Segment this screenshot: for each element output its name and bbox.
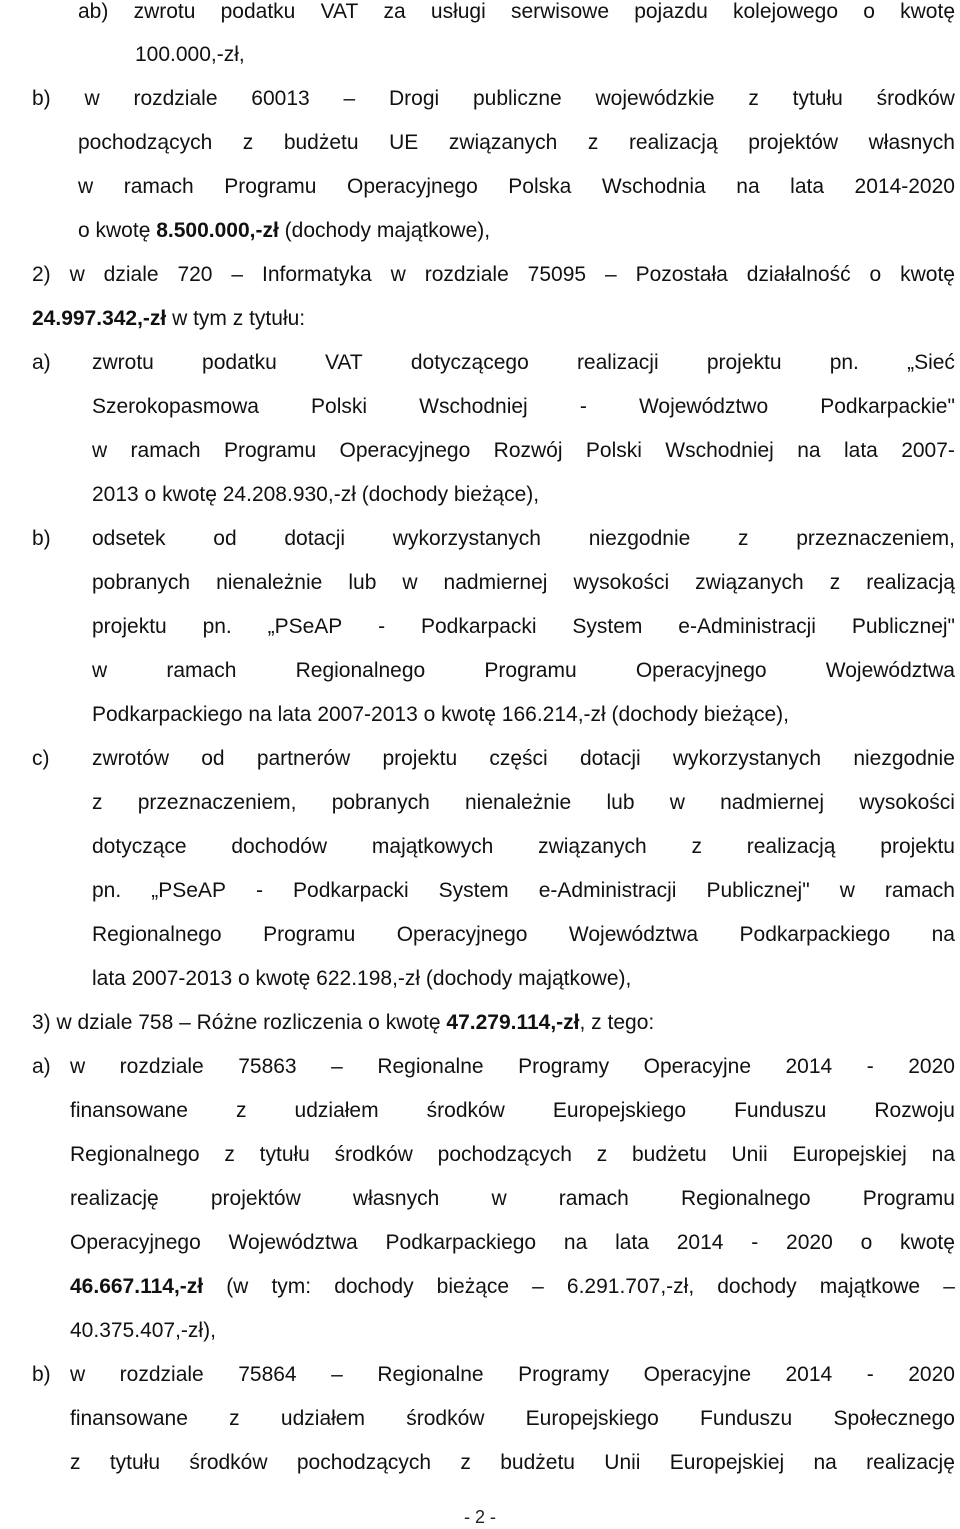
text-line <box>70 1141 955 1169</box>
text-line <box>92 965 631 993</box>
word: UE <box>389 131 419 154</box>
word: Rozwój <box>493 439 563 462</box>
text-line <box>70 1229 955 1257</box>
word: kwotę <box>900 0 955 23</box>
word: Programu <box>484 659 577 682</box>
word: przeznaczeniem, <box>796 527 955 550</box>
word: ab) <box>78 0 109 23</box>
word: Europejskiego <box>525 1407 659 1430</box>
word: pobranych <box>92 571 191 594</box>
word: Unii <box>731 1143 768 1166</box>
word: pn. <box>202 615 232 638</box>
word: Wschodniej <box>419 395 528 418</box>
word: VAT <box>324 351 363 374</box>
word: realizacji <box>576 351 659 374</box>
word: na <box>931 923 955 946</box>
word: – <box>343 87 356 110</box>
word: w <box>84 87 100 110</box>
word: 2014 <box>676 1231 724 1254</box>
word: Regionalne <box>377 1055 484 1078</box>
word: lata <box>843 439 878 462</box>
word: Szerokopasmowa <box>92 395 259 418</box>
word: 75864 <box>238 1363 297 1386</box>
word: 60013 <box>251 87 310 110</box>
word: – <box>231 263 244 286</box>
text-line <box>70 1449 955 1477</box>
word: Polski <box>585 439 642 462</box>
word: z <box>596 1143 608 1166</box>
word: Polska <box>508 175 572 198</box>
word: Podkarpacki <box>421 615 537 638</box>
word: na <box>931 1143 955 1166</box>
text-line <box>70 1317 216 1345</box>
word: budżetu <box>283 131 359 154</box>
text-line <box>92 349 955 377</box>
bold-amount: 47.279.114,-zł <box>446 1011 580 1034</box>
word: wojewódzkie <box>595 87 715 110</box>
word: Europejskiej <box>669 1451 785 1474</box>
text-line <box>70 1097 955 1125</box>
word: Regionalnego <box>92 923 222 946</box>
word: serwisowe <box>510 0 609 23</box>
word: pochodzących <box>78 131 213 154</box>
word: lub <box>348 571 377 594</box>
word: Unii <box>604 1451 641 1474</box>
word: – <box>331 1363 343 1386</box>
text-line <box>92 877 955 905</box>
text-line <box>92 701 789 729</box>
word: 2014 <box>785 1363 833 1386</box>
word: projektów <box>748 131 839 154</box>
word: realizacją <box>866 571 955 594</box>
word: Rozwoju <box>874 1099 955 1122</box>
word: 2007- <box>901 439 955 462</box>
word: z <box>92 791 103 814</box>
text-line <box>78 217 490 245</box>
word: tytułu <box>109 1451 161 1474</box>
list-marker: b) <box>32 1363 51 1386</box>
word: Operacyjnego <box>635 659 767 682</box>
word: środków <box>876 87 955 110</box>
text-line <box>92 569 955 597</box>
word: ramach <box>130 439 201 462</box>
word: Województwa <box>825 659 955 682</box>
word: lata <box>615 1231 649 1254</box>
word: w <box>491 1187 507 1210</box>
word: Operacyjnego <box>339 439 471 462</box>
word: w <box>92 439 108 462</box>
word: nadmiernej <box>443 571 548 594</box>
word: rozdziale <box>119 1363 204 1386</box>
word: o <box>869 263 882 286</box>
text-run: 100.000,-zł, <box>135 43 245 66</box>
text-run: , z tego: <box>579 1011 655 1034</box>
text-line <box>32 305 305 333</box>
word: wysokości <box>859 791 955 814</box>
word: z <box>738 527 749 550</box>
word: 2014-2020 <box>854 175 955 198</box>
word: nienależnie <box>464 791 572 814</box>
list-marker: a) <box>32 351 51 374</box>
word: w <box>92 659 108 682</box>
word: pn. <box>92 879 122 902</box>
text-run: 40.375.407,-zł), <box>70 1319 216 1342</box>
bold-amount: 24.997.342,-zł <box>32 307 167 330</box>
word: – <box>532 1275 544 1298</box>
word: 2020 <box>786 1231 833 1254</box>
word: 75863 <box>238 1055 297 1078</box>
word: kwotę <box>900 263 955 286</box>
word: Województwa <box>228 1231 358 1254</box>
word: od <box>213 527 237 550</box>
word: na <box>813 1451 837 1474</box>
word: - <box>751 1231 759 1254</box>
word: - <box>866 1055 874 1078</box>
word: – <box>943 1275 955 1298</box>
word: środków <box>189 1451 268 1474</box>
word: - <box>256 879 263 902</box>
word: na <box>736 175 760 198</box>
text-line <box>92 437 955 465</box>
word: dotacji <box>284 527 346 550</box>
word: tytułu <box>792 87 843 110</box>
text-line <box>70 1361 955 1389</box>
word: pojazdu <box>634 0 708 23</box>
word: niezgodnie <box>853 747 955 770</box>
word: Województwo <box>638 395 769 418</box>
word: udziałem <box>294 1099 379 1122</box>
text-line <box>70 1053 955 1081</box>
word: rozdziale <box>424 263 509 286</box>
word: Programy <box>518 1055 610 1078</box>
word: zwrotu <box>92 351 154 374</box>
word: środków <box>426 1099 505 1122</box>
text-run: (dochody majątkowe), <box>278 219 491 242</box>
word: wykorzystanych <box>672 747 822 770</box>
word: 2) <box>32 263 51 286</box>
text-line <box>78 129 955 157</box>
word: w <box>839 879 855 902</box>
word: Podkarpackie" <box>820 395 955 418</box>
word: 2020 <box>908 1363 955 1386</box>
word: środków <box>334 1143 413 1166</box>
word: z <box>242 131 254 154</box>
word: - <box>579 395 587 418</box>
word: własnych <box>868 131 955 154</box>
word: majątkowych <box>371 835 494 858</box>
word: realizację <box>866 1451 955 1474</box>
text-line <box>32 261 955 289</box>
word: majątkowe <box>819 1275 921 1298</box>
word: projektu <box>92 615 167 638</box>
word: Funduszu <box>700 1407 793 1430</box>
word: Programu <box>862 1187 955 1210</box>
word: o <box>863 0 875 23</box>
word: o <box>860 1231 873 1254</box>
word: w <box>402 571 418 594</box>
word: z <box>235 1099 247 1122</box>
word: od <box>201 747 225 770</box>
word: Publicznej" <box>706 879 810 902</box>
text-line <box>70 1405 955 1433</box>
word: związanych <box>695 571 804 594</box>
text-line <box>92 921 955 949</box>
text-line <box>92 657 955 685</box>
list-marker: c) <box>32 747 50 770</box>
word: projektu <box>880 835 955 858</box>
word: System <box>438 879 509 902</box>
text-run: w tym z tytułu: <box>166 307 306 330</box>
text-run: 3) w dziale 758 – Różne rozliczenia o kwotę <box>32 1011 447 1034</box>
word: dotacji <box>579 747 641 770</box>
word: Programu <box>263 923 356 946</box>
word: dochodów <box>231 835 328 858</box>
word: Regionalnego <box>70 1143 200 1166</box>
word: finansowane <box>70 1099 188 1122</box>
bold-amount: 8.500.000,-zł <box>156 219 279 242</box>
word: z <box>224 1143 235 1166</box>
word: Podkarpackiego <box>739 923 891 946</box>
word: wysokości <box>573 571 670 594</box>
word: projektu <box>382 747 458 770</box>
word: 2014 <box>785 1055 833 1078</box>
word: - <box>378 615 386 638</box>
word: - <box>866 1363 874 1386</box>
word: rozdziale <box>133 87 218 110</box>
word: w <box>78 175 94 198</box>
word: Operacyjnego <box>70 1231 201 1254</box>
word: budżetu <box>500 1451 575 1474</box>
word: części <box>489 747 548 770</box>
text-line <box>32 85 955 113</box>
word: realizacją <box>628 131 718 154</box>
word: lata <box>790 175 825 198</box>
word: partnerów <box>256 747 351 770</box>
text-line <box>92 393 955 421</box>
word: 6.291.707,-zł, <box>566 1275 695 1298</box>
text-run: lata 2007-2013 o kwotę 622.198,-zł (dochody majątkowe), <box>92 967 632 990</box>
word: rozdziale <box>119 1055 204 1078</box>
text-run: Podkarpackiego na lata 2007-2013 o kwotę 166.214,-zł (dochody bieżące), <box>92 703 789 726</box>
word: udziałem <box>280 1407 365 1430</box>
word: bieżące <box>436 1275 510 1298</box>
word: własnych <box>352 1187 440 1210</box>
word: z <box>229 1407 240 1430</box>
word: pochodzących <box>296 1451 432 1474</box>
word: Wschodnia <box>601 175 706 198</box>
word: Europejskiej <box>792 1143 907 1166</box>
text-run: 2013 o kwotę 24.208.930,-zł (dochody bieżące), <box>92 483 540 506</box>
word: w <box>390 263 406 286</box>
text-line <box>78 0 955 26</box>
word: 46.667.114,-zł <box>70 1275 204 1298</box>
word: Operacyjne <box>643 1363 751 1386</box>
word: nadmiernej <box>720 791 825 814</box>
word: usługi <box>430 0 486 23</box>
word: w <box>70 1363 86 1386</box>
word: realizację <box>70 1187 159 1210</box>
word: nienależnie <box>216 571 323 594</box>
text-line <box>92 481 539 509</box>
word: projektu <box>706 351 782 374</box>
text-line <box>135 41 245 69</box>
word: – <box>331 1055 343 1078</box>
word: dotyczące <box>92 835 187 858</box>
word: kwotę <box>900 1231 955 1254</box>
word: Regionalnego <box>680 1187 811 1210</box>
word: pochodzących <box>437 1143 572 1166</box>
text-line <box>92 613 955 641</box>
text-line <box>70 1273 955 1301</box>
word: z <box>829 571 841 594</box>
text-line <box>92 745 955 773</box>
word: tytułu <box>259 1143 310 1166</box>
word: – <box>604 263 617 286</box>
word: finansowane <box>70 1407 188 1430</box>
word: Informatyka <box>262 263 372 286</box>
word: podatku <box>202 351 277 374</box>
word: dochody <box>334 1275 414 1298</box>
word: dochody <box>717 1275 797 1298</box>
text-line <box>78 173 955 201</box>
word: „PSeAP <box>267 615 343 638</box>
word: związanych <box>538 835 647 858</box>
text-line <box>70 1185 955 1213</box>
word: środków <box>406 1407 485 1430</box>
word: w <box>669 791 685 814</box>
word: Podkarpacki <box>293 879 409 902</box>
word: z <box>748 87 759 110</box>
word: b) <box>32 87 51 110</box>
word: Europejskiego <box>552 1099 687 1122</box>
word: Regionalnego <box>295 659 426 682</box>
word: Publicznej" <box>851 615 955 638</box>
word: Programu <box>223 439 317 462</box>
word: Społecznego <box>833 1407 955 1430</box>
word: kolejowego <box>732 0 839 23</box>
word: odsetek <box>92 527 166 550</box>
word: „PSeAP <box>151 879 226 902</box>
word: działalność <box>746 263 851 286</box>
word: z <box>70 1451 81 1474</box>
word: dotyczącego <box>410 351 529 374</box>
word: ramach <box>558 1187 629 1210</box>
text-line <box>92 833 955 861</box>
word: VAT <box>320 0 359 23</box>
word: pobranych <box>331 791 430 814</box>
word: zwrotów <box>92 747 170 770</box>
word: z <box>587 131 599 154</box>
word: e-Administracji <box>538 879 677 902</box>
word: w <box>70 1055 86 1078</box>
word: lub <box>606 791 635 814</box>
word: publiczne <box>472 87 562 110</box>
word: Operacyjne <box>643 1055 751 1078</box>
word: ramach <box>123 175 194 198</box>
text-line <box>92 525 955 553</box>
word: ramach <box>166 659 237 682</box>
word: 2020 <box>908 1055 955 1078</box>
list-marker: b) <box>32 527 51 550</box>
word: Podkarpackiego <box>385 1231 537 1254</box>
word: Programu <box>224 175 317 198</box>
word: związanych <box>448 131 558 154</box>
word: przeznaczeniem, <box>137 791 297 814</box>
word: Województwa <box>568 923 699 946</box>
word: (w <box>226 1275 249 1298</box>
word: dziale <box>103 263 159 286</box>
word: Programy <box>518 1363 610 1386</box>
word: w <box>69 263 85 286</box>
word: Regionalne <box>377 1363 484 1386</box>
text-line <box>32 1009 654 1037</box>
word: Funduszu <box>734 1099 827 1122</box>
word: e-Administracji <box>678 615 816 638</box>
text-run: o kwotę <box>78 219 157 242</box>
word: na <box>563 1231 588 1254</box>
word: „Sieć <box>907 351 955 374</box>
word: Operacyjnego <box>396 923 528 946</box>
word: wykorzystanych <box>392 527 541 550</box>
word: za <box>383 0 406 23</box>
word: 75095 <box>527 263 587 286</box>
word: niezgodnie <box>588 527 691 550</box>
word: 720 <box>177 263 213 286</box>
word: z <box>691 835 702 858</box>
word: realizacją <box>746 835 836 858</box>
text-line <box>92 789 955 817</box>
list-marker: a) <box>32 1055 51 1078</box>
word: z <box>460 1451 471 1474</box>
word: Polski <box>311 395 368 418</box>
word: podatku <box>220 0 296 23</box>
page-number: - 2 - <box>463 1507 496 1527</box>
word: pn. <box>829 351 859 374</box>
word: tym: <box>271 1275 312 1298</box>
word: System <box>572 615 643 638</box>
word: Wschodniej <box>665 439 774 462</box>
word: na <box>797 439 821 462</box>
word: budżetu <box>631 1143 707 1166</box>
word: zwrotu <box>133 0 196 23</box>
word: projektów <box>210 1187 301 1210</box>
word: Drogi <box>388 87 440 110</box>
word: Pozostała <box>635 263 728 286</box>
word: Operacyjnego <box>347 175 478 198</box>
word: ramach <box>884 879 955 902</box>
